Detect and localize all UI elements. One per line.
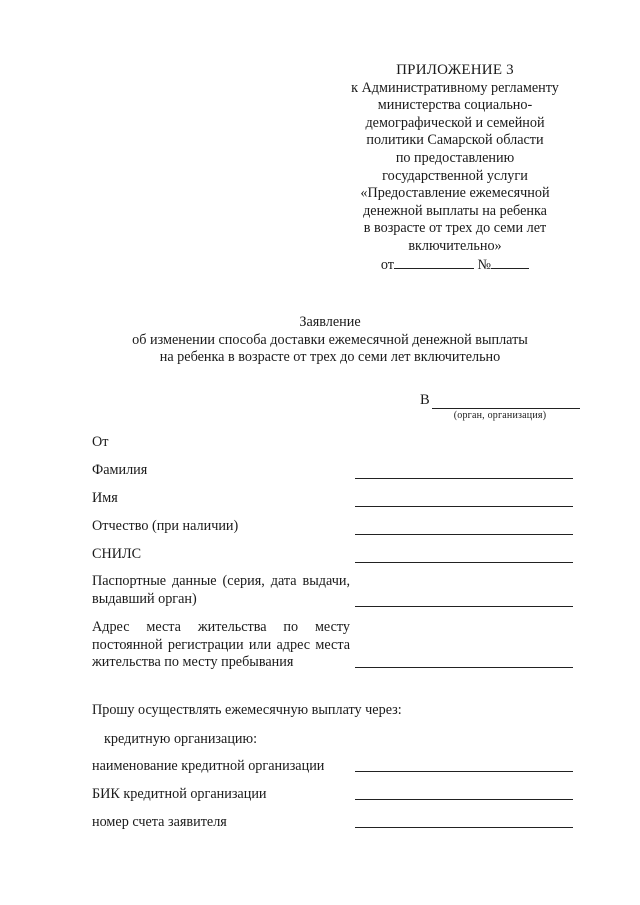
appendix-line-7: «Предоставление ежемесячной (360, 185, 550, 202)
appendix-line-5: по предоставлению (395, 149, 515, 166)
date-blank[interactable] (394, 256, 474, 269)
bank-name-label: наименование кредитной организации (92, 758, 325, 774)
appendix-header (330, 62, 580, 274)
addressee-hint: (орган, организация) (453, 410, 547, 421)
patronymic-label: Отчество (при наличии) (92, 518, 239, 534)
title-line-2: об изменении способа доставки ежемесячной денежной выплаты (132, 331, 528, 348)
appendix-line-6: государственной услуги (382, 167, 528, 184)
passport-label: Паспортные данные (серия, дата выдачи, выдавший орган) (92, 573, 350, 607)
appendix-reference-line (330, 256, 580, 275)
payment-method: кредитную организацию: (104, 731, 258, 747)
appendix-title: ПРИЛОЖЕНИЕ 3 (396, 62, 514, 78)
addressee-block (420, 392, 580, 421)
title-line-3: на ребенка в возрасте от трех до семи лет включительно (159, 349, 501, 365)
bik-field[interactable] (355, 799, 573, 800)
appendix-line-2: министерства социально- (377, 97, 533, 114)
appendix-line-4: политики Самарской области (366, 132, 544, 149)
snils-label: СНИЛС (92, 546, 142, 562)
surname-label: Фамилия (92, 462, 148, 478)
appendix-line-9: в возрасте от трех до семи лет (363, 220, 547, 237)
document-title (80, 314, 580, 367)
appendix-line-3: демографической и семейной (365, 114, 545, 131)
date-prefix: от (380, 256, 394, 273)
name-label: Имя (92, 490, 118, 506)
appendix-line-8: денежной выплаты на ребенка (363, 202, 547, 219)
address-label: Адрес места жительства по месту постоянной регистрации или адрес места жительства по месту пребывания (92, 619, 350, 670)
account-label: номер счета заявителя (92, 814, 227, 830)
patronymic-field[interactable] (355, 534, 573, 535)
number-prefix: № (477, 256, 492, 273)
appendix-line-1: к Административному регламенту (351, 79, 559, 96)
passport-field[interactable] (355, 606, 573, 607)
address-field[interactable] (355, 667, 573, 668)
addressee-field[interactable] (432, 394, 580, 409)
name-field[interactable] (355, 506, 573, 507)
title-line-1: Заявление (299, 314, 361, 330)
payment-request: Прошу осуществлять ежемесячную выплату через: (92, 702, 402, 718)
from-label: От (92, 434, 109, 450)
snils-field[interactable] (355, 562, 573, 563)
appendix-line-10: включительно» (408, 237, 502, 254)
addressee-prefix: В (420, 392, 430, 408)
surname-field[interactable] (355, 478, 573, 479)
bank-name-field[interactable] (355, 771, 573, 772)
number-blank[interactable] (491, 256, 529, 269)
account-field[interactable] (355, 827, 573, 828)
bik-label: БИК кредитной организации (92, 786, 267, 802)
